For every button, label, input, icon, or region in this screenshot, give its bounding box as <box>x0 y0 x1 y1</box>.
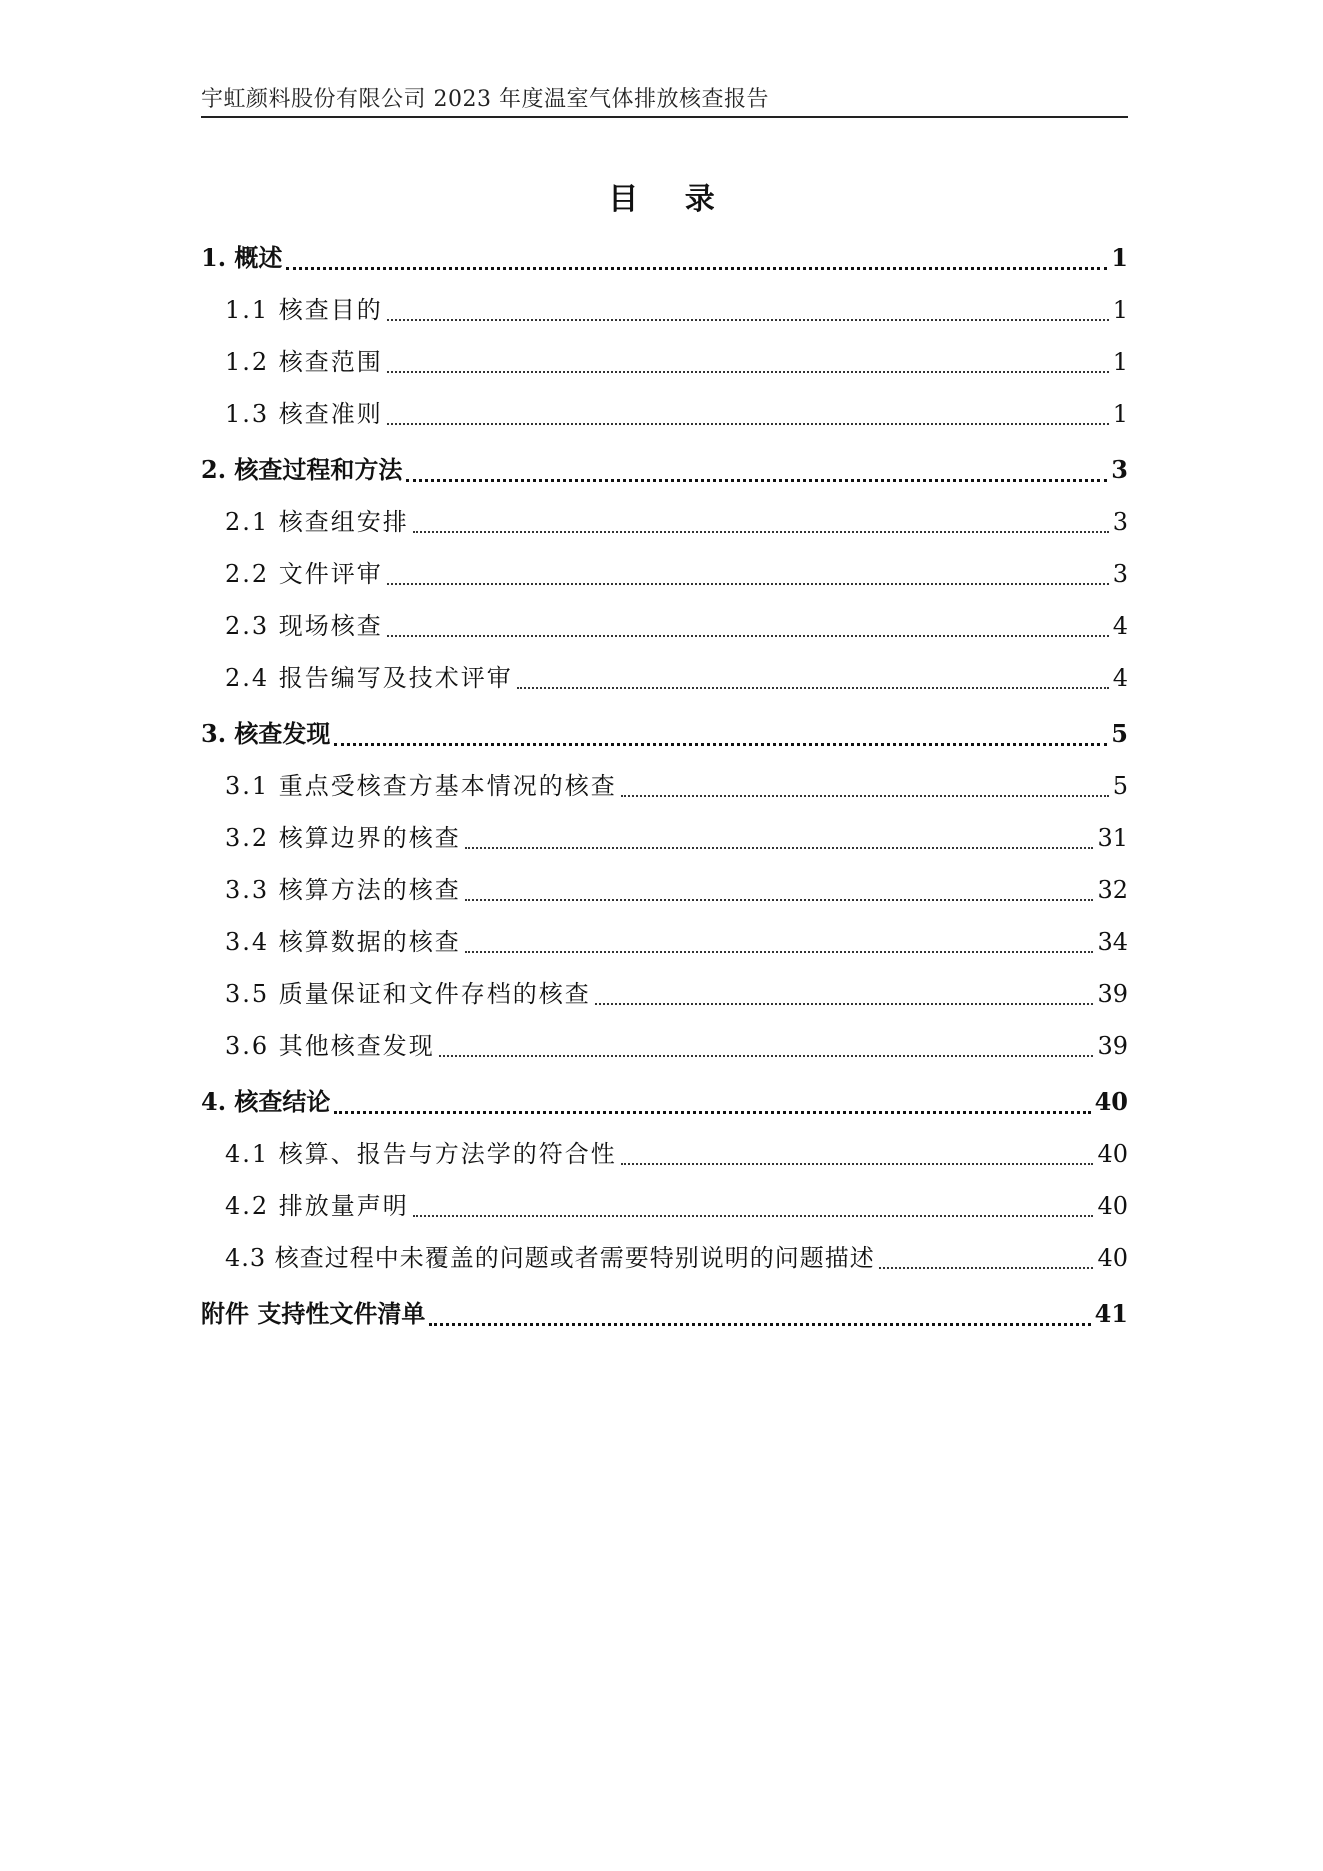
toc-entry-page: 39 <box>1097 1032 1128 1060</box>
toc-entry-3-4[interactable] <box>201 916 1128 968</box>
toc-entry-label: 1.1 核查目的 <box>225 296 383 324</box>
toc-entry-label: 4.1 核算、报告与方法学的符合性 <box>225 1140 617 1168</box>
toc-leader-dots <box>879 1267 1094 1269</box>
toc-leader-dots <box>334 1111 1090 1114</box>
toc-entry-label: 2.3 现场核查 <box>225 612 383 640</box>
toc-entry-3-3[interactable] <box>201 864 1128 916</box>
page-header <box>201 82 1128 118</box>
toc-entry-label: 4.3 核查过程中未覆盖的问题或者需要特别说明的问题描述 <box>225 1244 875 1272</box>
toc-leader-dots <box>387 371 1109 373</box>
toc-entry-page: 3 <box>1112 560 1128 588</box>
toc-entry-label: 1.3 核查准则 <box>225 400 383 428</box>
toc-entry-page: 5 <box>1112 772 1128 800</box>
toc-entry-label: 4. 核查结论 <box>201 1087 331 1116</box>
toc-leader-dots <box>413 531 1109 533</box>
toc-entry-page: 1 <box>1112 348 1128 376</box>
toc-leader-dots <box>621 1163 1094 1165</box>
toc-entry-2-4[interactable] <box>201 652 1128 704</box>
table-of-contents <box>201 232 1128 1340</box>
toc-entry-2-1[interactable] <box>201 496 1128 548</box>
toc-entry-1-3[interactable] <box>201 388 1128 440</box>
toc-leader-dots <box>621 795 1109 797</box>
toc-entry-label: 2.2 文件评审 <box>225 560 383 588</box>
toc-title: 目 录 <box>608 182 733 217</box>
toc-leader-dots <box>517 687 1109 689</box>
toc-entry-label: 2. 核查过程和方法 <box>201 455 403 484</box>
toc-entry-2-2[interactable] <box>201 548 1128 600</box>
toc-entry-label: 1. 概述 <box>201 243 283 272</box>
toc-entry-1-2[interactable] <box>201 336 1128 388</box>
toc-entry-label: 3.4 核算数据的核查 <box>225 928 461 956</box>
toc-entry-page: 1 <box>1111 243 1128 272</box>
toc-entry-label: 3.1 重点受核查方基本情况的核查 <box>225 772 617 800</box>
toc-leader-dots <box>465 847 1094 849</box>
toc-entry-2[interactable] <box>201 444 1128 496</box>
toc-entry-label: 3. 核查发现 <box>201 719 331 748</box>
toc-entry-page: 40 <box>1094 1087 1128 1116</box>
toc-entry-page: 4 <box>1112 612 1128 640</box>
toc-leader-dots <box>465 899 1094 901</box>
toc-entry-3-5[interactable] <box>201 968 1128 1020</box>
toc-leader-dots <box>334 743 1107 746</box>
toc-entry-2-3[interactable] <box>201 600 1128 652</box>
toc-entry-page: 40 <box>1097 1244 1128 1272</box>
toc-entry-page: 1 <box>1112 296 1128 324</box>
toc-leader-dots <box>439 1055 1094 1057</box>
toc-entry-3-2[interactable] <box>201 812 1128 864</box>
toc-entry-3[interactable] <box>201 708 1128 760</box>
toc-entry-page: 3 <box>1112 508 1128 536</box>
toc-entry-4-2[interactable] <box>201 1180 1128 1232</box>
toc-entry-page: 40 <box>1097 1192 1128 1220</box>
toc-entry-label: 3.3 核算方法的核查 <box>225 876 461 904</box>
toc-leader-dots <box>387 635 1109 637</box>
toc-entry-page: 5 <box>1111 719 1128 748</box>
header-title: 宇虹颜料股份有限公司 2023 年度温室气体排放核查报告 <box>201 87 769 112</box>
toc-entry-4-1[interactable] <box>201 1128 1128 1180</box>
toc-entry-label: 2.1 核查组安排 <box>225 508 409 536</box>
toc-entry-page: 3 <box>1111 455 1128 484</box>
toc-leader-dots <box>286 267 1107 270</box>
toc-entry-3-1[interactable] <box>201 760 1128 812</box>
toc-entry-label: 3.6 其他核查发现 <box>225 1032 435 1060</box>
toc-leader-dots <box>413 1215 1094 1217</box>
toc-entry-page: 39 <box>1097 980 1128 1008</box>
toc-entry-page: 40 <box>1097 1140 1128 1168</box>
toc-entry-3-6[interactable] <box>201 1020 1128 1072</box>
toc-leader-dots <box>387 319 1109 321</box>
toc-entry-4-3[interactable] <box>201 1232 1128 1284</box>
toc-leader-dots <box>429 1323 1090 1326</box>
toc-entry-1-1[interactable] <box>201 284 1128 336</box>
toc-entry-label: 1.2 核查范围 <box>225 348 383 376</box>
toc-entry-page: 41 <box>1094 1299 1128 1328</box>
toc-leader-dots <box>406 479 1107 482</box>
toc-entry-1[interactable] <box>201 232 1128 284</box>
toc-entry-page: 32 <box>1097 876 1128 904</box>
toc-entry-label: 附件 支持性文件清单 <box>201 1299 426 1328</box>
toc-entry-page: 34 <box>1097 928 1128 956</box>
toc-leader-dots <box>595 1003 1094 1005</box>
toc-entry-page: 4 <box>1112 664 1128 692</box>
toc-entry-appendix[interactable] <box>201 1288 1128 1340</box>
toc-entry-4[interactable] <box>201 1076 1128 1128</box>
toc-entry-label: 2.4 报告编写及技术评审 <box>225 664 513 692</box>
toc-entry-page: 1 <box>1112 400 1128 428</box>
toc-leader-dots <box>387 423 1109 425</box>
toc-entry-label: 3.2 核算边界的核查 <box>225 824 461 852</box>
toc-entry-label: 4.2 排放量声明 <box>225 1192 409 1220</box>
toc-leader-dots <box>387 583 1109 585</box>
toc-leader-dots <box>465 951 1094 953</box>
toc-entry-label: 3.5 质量保证和文件存档的核查 <box>225 980 591 1008</box>
toc-entry-page: 31 <box>1097 824 1128 852</box>
